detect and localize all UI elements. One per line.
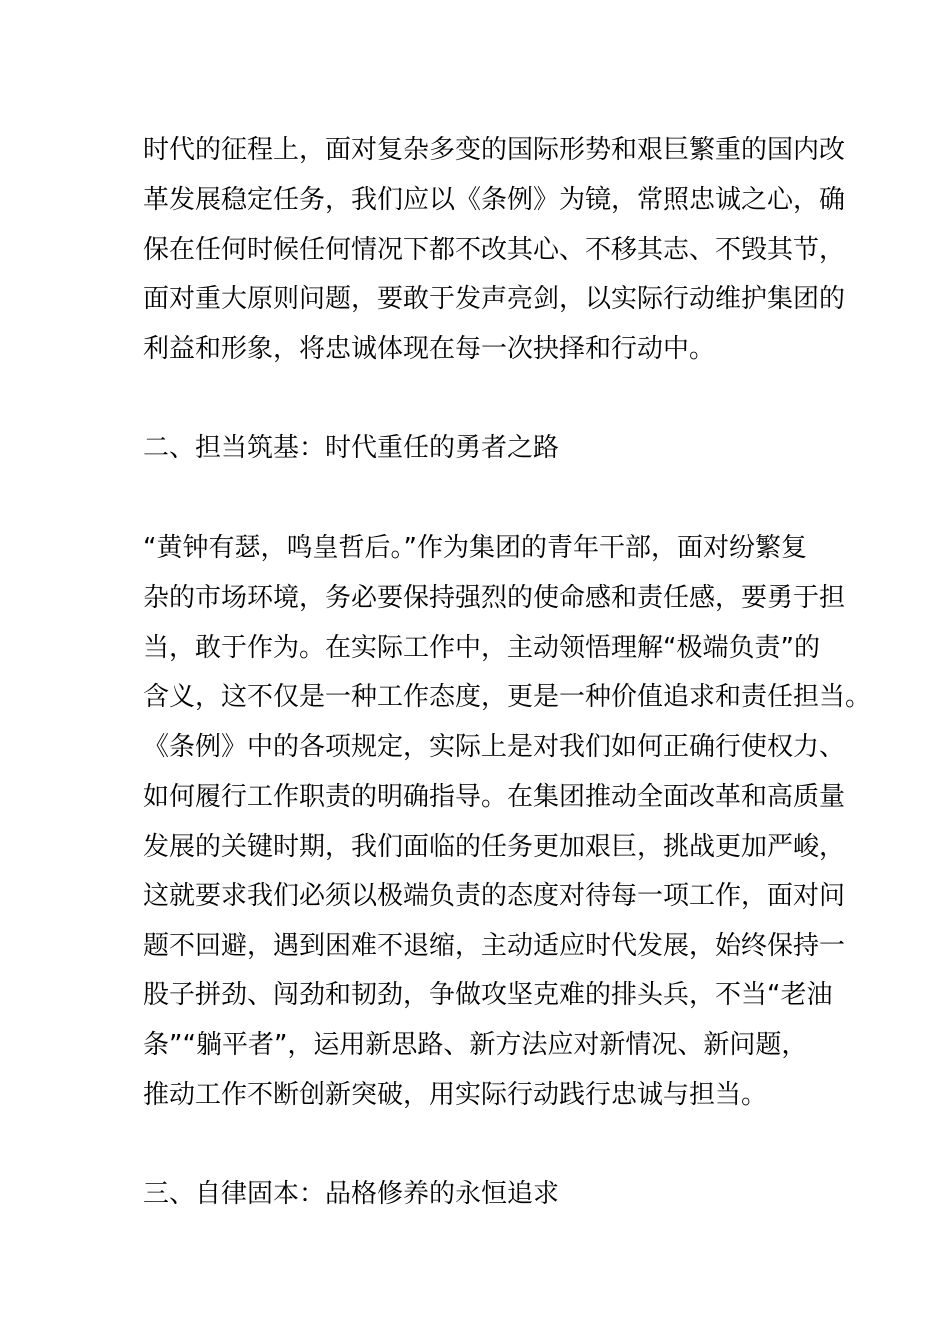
section-heading: 二、担当筑基：时代重任的勇者之路 xyxy=(143,433,560,463)
paragraph-line: 推动工作不断创新突破，用实际行动践行忠诚与担当。 xyxy=(143,1080,768,1110)
paragraph-line: 股子拼劲、闯劲和韧劲，争做攻坚克难的排头兵，不当“老油 xyxy=(143,980,833,1010)
paragraph-line: “黄钟有瑟，鸣皇哲后。”作为集团的青年干部，面对纷繁复 xyxy=(143,533,807,563)
paragraph-line: 时代的征程上，面对复杂多变的国际形势和艰巨繁重的国内改 xyxy=(143,135,846,165)
paragraph-line: 面对重大原则问题，要敢于发声亮剑，以实际行动维护集团的 xyxy=(143,284,846,314)
paragraph-line: 条”“躺平者”，运用新思路、新方法应对新情况、新问题， xyxy=(143,1030,808,1060)
paragraph-line: 保在任何时候任何情况下都不改其心、不移其志、不毁其节， xyxy=(143,235,846,265)
paragraph-line: 《条例》中的各项规定，实际上是对我们如何正确行使权力、 xyxy=(143,732,846,762)
paragraph-line: 含义，这不仅是一种工作态度，更是一种价值追求和责任担当。 xyxy=(143,682,872,712)
section-heading: 三、自律固本：品格修养的永恒追求 xyxy=(143,1179,560,1209)
paragraph-line: 革发展稳定任务，我们应以《条例》为镜，常照忠诚之心，确 xyxy=(143,185,846,215)
paragraph-line: 如何履行工作职责的明确指导。在集团推动全面改革和高质量 xyxy=(143,782,846,812)
paragraph-line: 当，敢于作为。在实际工作中，主动领悟理解“极端负责”的 xyxy=(143,633,820,663)
paragraph-line: 发展的关键时期，我们面临的任务更加艰巨，挑战更加严峻， xyxy=(143,832,846,862)
paragraph-line: 这就要求我们必须以极端负责的态度对待每一项工作，面对问 xyxy=(143,881,846,911)
paragraph-line: 杂的市场环境，务必要保持强烈的使命感和责任感，要勇于担 xyxy=(143,583,846,613)
paragraph-line: 利益和形象，将忠诚体现在每一次抉择和行动中。 xyxy=(143,334,716,364)
paragraph-line: 题不回避，遇到困难不退缩，主动适应时代发展，始终保持一 xyxy=(143,931,846,961)
